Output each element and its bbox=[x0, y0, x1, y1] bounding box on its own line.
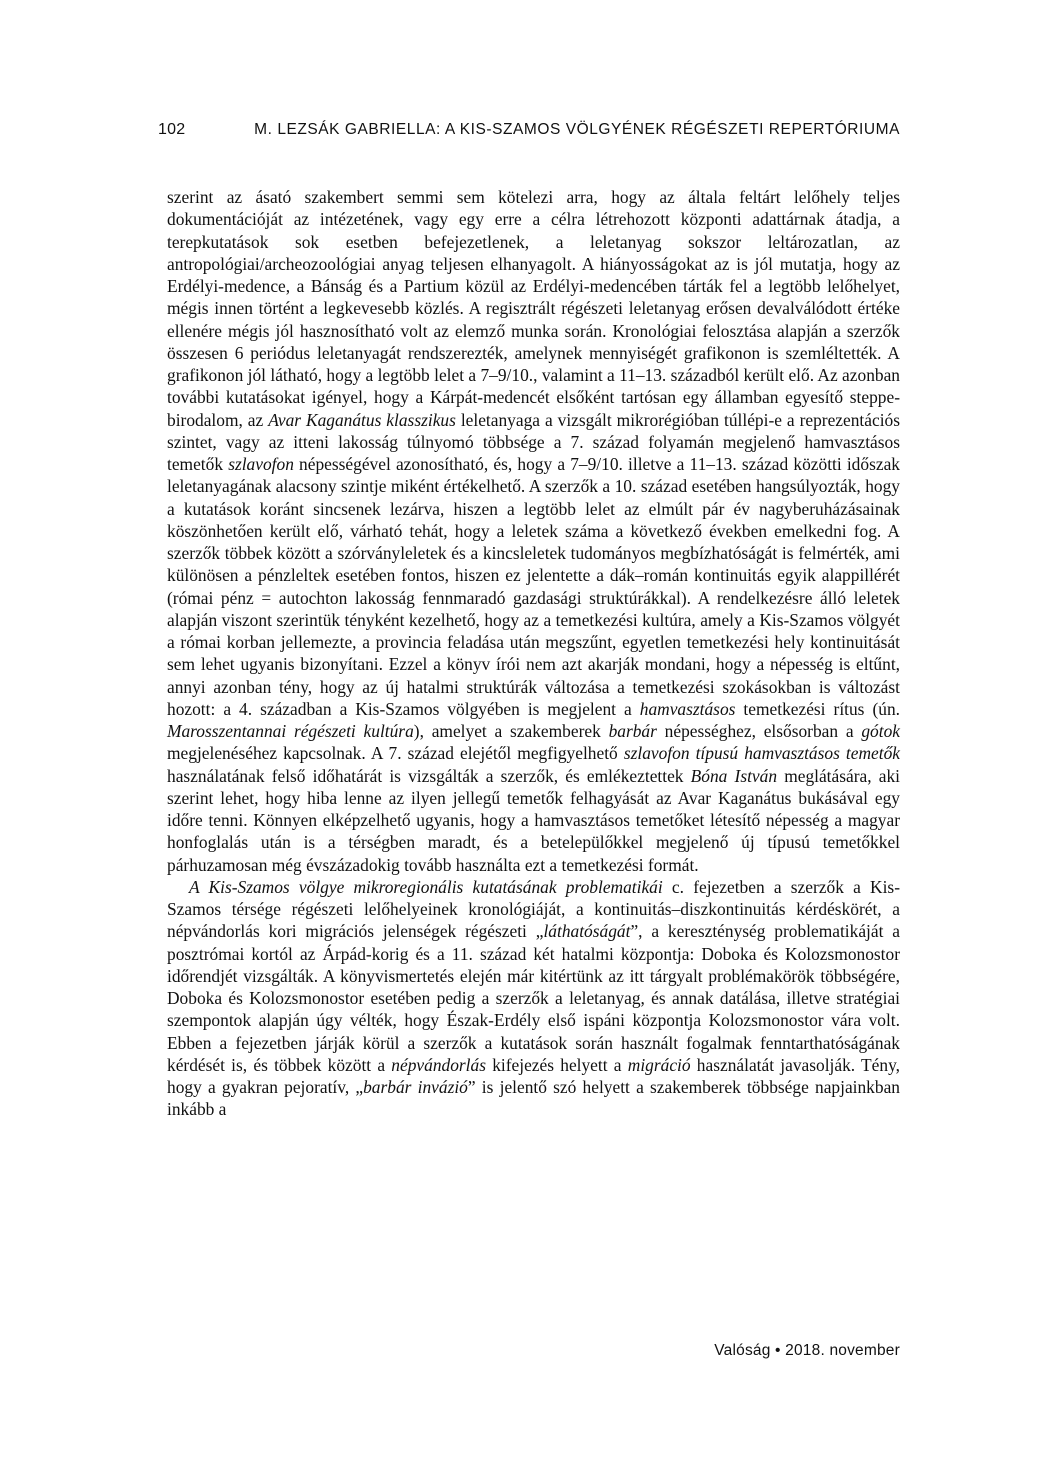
italic-term: Bóna István bbox=[690, 765, 778, 786]
text-run: használatát javasolják. Tény, hogy a gyakran pejoratív, „ bbox=[167, 1054, 900, 1097]
text-run: meglátására, aki szerint lehet, hogy hiba lenne az ilyen jellegű temetők felhagyását az Avar Kaganátus bukásával egy időre tenni. Könnyen elképzelhető ugyanis, hogy a hamvasztásos temetőket létesítő népesség a magyar honfoglalás után is a térségben maradt, és a betelepülőkkel megjelenő új típusú temetőkkel párhuzamosan még évszázadokig tovább használta ezt a temetkezési formát. bbox=[167, 765, 900, 875]
running-head: M. LEZSÁK GABRIELLA: A KIS-SZAMOS VÖLGYÉNEK RÉGÉSZETI REPERTÓRIUMA bbox=[254, 121, 900, 138]
paragraph bbox=[167, 876, 900, 1121]
italic-term: szlavofon típusú hamvasztásos temetők bbox=[623, 743, 900, 764]
text-run: ” is jelentő szó helyett a szakemberek többsége napjainkban inkább a bbox=[167, 1077, 900, 1120]
italic-term: barbár bbox=[608, 721, 657, 741]
text-run: temetkezési rítus (ún. bbox=[735, 698, 900, 719]
text-run: népességhez, elsősorban a bbox=[656, 721, 862, 741]
text-run: megjelenéséhez kapcsolnak. A 7. század elejétől megfigyelhető bbox=[167, 743, 624, 764]
italic-term: gótok bbox=[861, 721, 900, 741]
text-run: használatának felső időhatárát is vizsgálták a szerzők, és emlékeztettek bbox=[167, 765, 691, 786]
italic-term: migráció bbox=[627, 1054, 691, 1075]
text-run: leletanyaga a vizsgált mikrorégióban túllépi-e a reprezentációs szintet, vagy az itteni lakosság túlnyomó többsége a 7. század folyamán megjelenő hamvasztásos temetők bbox=[167, 409, 900, 474]
paragraph bbox=[167, 186, 900, 876]
italic-term: láthatóságát bbox=[543, 921, 631, 942]
italic-term: barbár invázió bbox=[363, 1077, 468, 1097]
article-body bbox=[167, 186, 900, 1121]
text-run: ), amelyet a szakemberek bbox=[413, 721, 609, 741]
italic-term: A Kis-Szamos völgye mikroregionális kutatásának problematikái bbox=[189, 876, 663, 897]
journal-footer: Valóság • 2018. november bbox=[714, 1342, 900, 1359]
page-number: 102 bbox=[158, 121, 186, 138]
italic-term: Marosszentannai régészeti kultúra bbox=[167, 721, 414, 741]
text-run: népességével azonosítható, és, hogy a 7–9/10. illetve a 11–13. század közötti időszak leletanyagának alacsony szintje miként értékelhető. A szerzők a 10. század esetében hangsúlyozták, hogy a kutatások koránt sincsenek lezárva, hiszen a legtöbb lelet az elmúlt pár év nagyberuházásainak köszönhetően került elő, várható tehát, hogy a leletek száma a következő években emelkedni fog. A szerzők többek között a szórványleletek és a kincsleletek tudományos megbízhatóságát is felmérték, ami különösen a pénzleltek esetében fontos, hiszen ez jelentette a dák–román kontinuitás egyik alappillérét (római pénz = autochton lakosság fennmaradó gazdasági struktúrákkal). A rendelkezésre álló leletek alapján viszont szerintük tényként kezelhető, hogy az a temetkezési kultúra, amely a Kis-Szamos völgyét a római korban jellemezte, a provincia feladása után megszűnt, egyetlen temetkezési hely kontinuitását sem lehet ugyanis bizonyítani. Ezzel a könyv írói nem azt akarják mondani, hogy a népesség is eltűnt, annyi azonban tény, hogy az új hatalmi struktúrák változása a temetkezési szokásokban is változást hozott: a 4. században a Kis-Szamos völgyében is megjelent a bbox=[167, 454, 900, 719]
italic-term: szlavofon bbox=[228, 454, 294, 474]
text-run: c. fejezetben a szerzők a Kis-Szamos térsége régészeti lelőhelyeinek kronológiáját, a kontinuitás–diszkontinuitás kérdéskörét, a népvándorlás kori migrációs jelenségek régészeti „ bbox=[167, 876, 900, 942]
text-run: ”, a kereszténység problematikáját a posztrómai kortól az Árpád-korig és a 11. század két hatalmi központja: Doboka és Kolozsmonostor időrendjét vizsgálták. A könyvismertetés elején már kitértünk az itt tárgyalt problémakörök többségére, Doboka és Kolozsmonostor esetében pedig a szerzők a leletanyag, és annak datálása, illetve stratégiai szempontok alapján úgy vélték, hogy Észak-Erdély első ispáni központja Kolozsmonostor vára volt. Ebben a fejezetben járják körül a szerzők a kutatások során használt fogalmak fenntarthatóságának kérdését is, és többek között a bbox=[167, 921, 901, 1075]
italic-term: népvándorlás bbox=[391, 1054, 486, 1075]
text-run: szerint az ásató szakembert semmi sem kötelezi arra, hogy az általa feltárt lelőhely teljes dokumentációját az intézetének, vagy egy erre a célra létrehozott központi adattárnak átadja, a terepkutatások sok esetben befejezetlenek, a leletanyag sokszor leltározatlan, az antropológiai/archeozoológiai anyag teljesen elhanyagolt. A hiányosságokat az is jól mutatja, hogy az Erdélyi-medence, a Bánság és a Partium közül az Erdélyi-medencében tárták fel a legtöbb lelőhelyet, mégis innen történt a legkevesebb közlés. A regisztrált régészeti leletanyag erősen devalválódott értéke ellenére mégis jól hasznosítható volt az elemző munka során. Kronológiai felosztása alapján a szerzők összesen 6 periódus leletanyagát rendszerezték, amelynek mennyiségét grafikonon is szemléltették. A grafikonon jól látható, hogy a legtöbb lelet a 7–9/10., valamint a 11–13. századból került elő. Az azonban további kutatásokat igényel, hogy a Kárpát-medencét elsőként tartósan egy államban egyesítő steppe-birodalom, az bbox=[167, 187, 900, 430]
italic-term: Avar Kaganátus klasszikus bbox=[268, 409, 456, 430]
text-run: kifejezés helyett a bbox=[485, 1054, 628, 1075]
italic-term: hamvasztásos bbox=[639, 698, 736, 719]
